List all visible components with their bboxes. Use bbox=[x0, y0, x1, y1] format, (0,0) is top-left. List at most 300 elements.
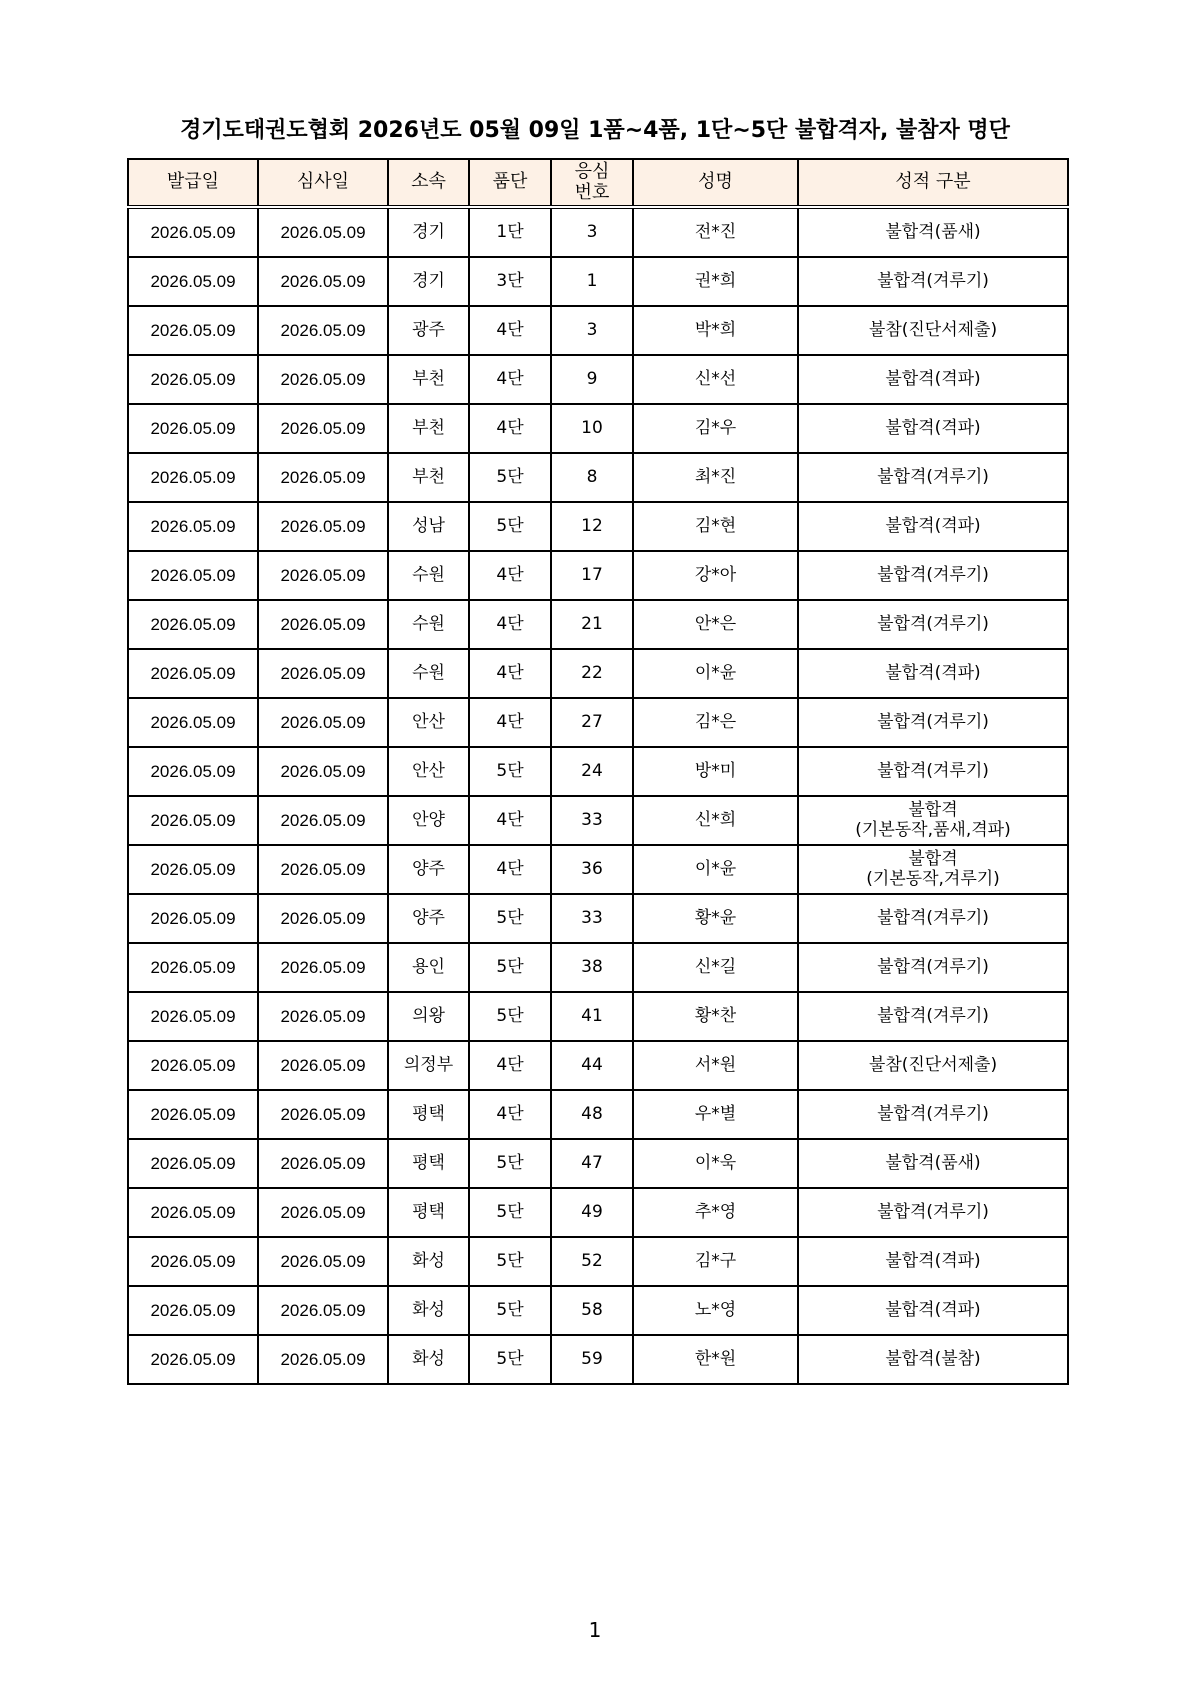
exam-date-cell-text: 2026.05.09 bbox=[280, 1104, 366, 1124]
affiliation-cell bbox=[388, 1090, 469, 1139]
table-row bbox=[128, 1041, 1068, 1090]
issue-date-cell-text: 2026.05.09 bbox=[150, 467, 236, 487]
rank-cell bbox=[469, 306, 551, 355]
exam-date-cell bbox=[258, 1188, 388, 1237]
name-cell-text: 김*은 bbox=[694, 711, 737, 732]
result-cell bbox=[798, 796, 1068, 845]
affiliation-cell bbox=[388, 453, 469, 502]
result-cell-text: 불합격(겨루기) bbox=[877, 956, 989, 977]
exam-number-cell bbox=[551, 1139, 633, 1188]
rank-cell bbox=[469, 404, 551, 453]
result-cell bbox=[798, 207, 1068, 257]
exam-date-cell bbox=[258, 453, 388, 502]
name-cell bbox=[633, 257, 798, 306]
rank-cell-text: 5단 bbox=[496, 907, 524, 928]
issue-date-cell-text: 2026.05.09 bbox=[150, 516, 236, 536]
rank-cell-text: 3단 bbox=[496, 270, 524, 291]
affiliation-cell-text: 의정부 bbox=[403, 1054, 454, 1075]
exam-number-cell bbox=[551, 502, 633, 551]
exam-number-cell-text: 22 bbox=[581, 662, 603, 683]
exam-date-cell bbox=[258, 845, 388, 894]
name-cell bbox=[633, 747, 798, 796]
exam-date-cell-text: 2026.05.09 bbox=[280, 271, 366, 291]
exam-number-cell bbox=[551, 1286, 633, 1335]
result-cell-text: 불합격 bbox=[908, 848, 958, 869]
rank-cell bbox=[469, 943, 551, 992]
rank-cell bbox=[469, 698, 551, 747]
exam-date-cell-text: 2026.05.09 bbox=[280, 614, 366, 634]
name-cell-text: 최*진 bbox=[694, 466, 737, 487]
issue-date-cell-text: 2026.05.09 bbox=[150, 1349, 236, 1369]
result-cell-text: 불합격(격파) bbox=[885, 417, 981, 438]
exam-number-cell bbox=[551, 845, 633, 894]
affiliation-cell bbox=[388, 257, 469, 306]
affiliation-cell bbox=[388, 207, 469, 257]
issue-date-cell-text: 2026.05.09 bbox=[150, 222, 236, 242]
table-row bbox=[128, 207, 1068, 257]
rank-cell bbox=[469, 747, 551, 796]
issue-date-cell-text: 2026.05.09 bbox=[150, 565, 236, 585]
name-cell bbox=[633, 600, 798, 649]
affiliation-cell bbox=[388, 551, 469, 600]
result-cell-text: 불합격(겨루기) bbox=[877, 564, 989, 585]
rank-cell bbox=[469, 1188, 551, 1237]
table-row bbox=[128, 1090, 1068, 1139]
affiliation-cell bbox=[388, 698, 469, 747]
name-cell-text: 김*구 bbox=[694, 1250, 737, 1271]
rank-cell-text: 5단 bbox=[496, 1299, 524, 1320]
affiliation-cell-text: 성남 bbox=[412, 515, 445, 536]
affiliation-cell bbox=[388, 502, 469, 551]
name-cell-text: 황*윤 bbox=[694, 907, 737, 928]
issue-date-cell bbox=[128, 894, 258, 943]
table-row bbox=[128, 796, 1068, 845]
affiliation-cell bbox=[388, 1237, 469, 1286]
result-cell bbox=[798, 698, 1068, 747]
exam-date-cell-text: 2026.05.09 bbox=[280, 712, 366, 732]
rank-cell bbox=[469, 502, 551, 551]
affiliation-cell bbox=[388, 992, 469, 1041]
exam-date-cell-text: 2026.05.09 bbox=[280, 908, 366, 928]
rank-cell-text: 4단 bbox=[496, 1054, 524, 1075]
issue-date-cell bbox=[128, 1237, 258, 1286]
result-cell-text: 불합격(격파) bbox=[885, 515, 981, 536]
rank-cell-text: 4단 bbox=[496, 613, 524, 634]
table-row bbox=[128, 1237, 1068, 1286]
name-cell bbox=[633, 1188, 798, 1237]
result-cell bbox=[798, 1188, 1068, 1237]
issue-date-cell-text: 2026.05.09 bbox=[150, 859, 236, 879]
exam-date-cell-text: 2026.05.09 bbox=[280, 1153, 366, 1173]
table-header-row bbox=[128, 159, 1068, 207]
issue-date-cell bbox=[128, 1090, 258, 1139]
affiliation-cell bbox=[388, 1286, 469, 1335]
rank-cell-text: 5단 bbox=[496, 1201, 524, 1222]
result-cell-text: 불합격(격파) bbox=[885, 1299, 981, 1320]
exam-date-cell-text: 2026.05.09 bbox=[280, 320, 366, 340]
affiliation-cell-text: 수원 bbox=[412, 564, 445, 585]
exam-number-cell bbox=[551, 404, 633, 453]
exam-date-cell-text: 2026.05.09 bbox=[280, 222, 366, 242]
affiliation-cell-text: 용인 bbox=[412, 956, 445, 977]
exam-number-cell-text: 10 bbox=[581, 417, 603, 438]
name-cell-text: 황*찬 bbox=[694, 1005, 737, 1026]
exam-number-cell bbox=[551, 992, 633, 1041]
exam-number-cell bbox=[551, 306, 633, 355]
rank-cell bbox=[469, 1286, 551, 1335]
issue-date-cell-text: 2026.05.09 bbox=[150, 1153, 236, 1173]
name-cell-text: 이*욱 bbox=[694, 1152, 737, 1173]
name-cell bbox=[633, 355, 798, 404]
exam-date-cell bbox=[258, 1286, 388, 1335]
exam-number-cell bbox=[551, 207, 633, 257]
issue-date-cell-text: 2026.05.09 bbox=[150, 1300, 236, 1320]
issue-date-cell-text: 2026.05.09 bbox=[150, 810, 236, 830]
rank-cell-text: 4단 bbox=[496, 564, 524, 585]
issue-date-cell-text: 2026.05.09 bbox=[150, 957, 236, 977]
result-cell bbox=[798, 404, 1068, 453]
exam-date-cell bbox=[258, 1139, 388, 1188]
exam-date-cell-text: 2026.05.09 bbox=[280, 663, 366, 683]
exam-number-cell bbox=[551, 894, 633, 943]
result-cell-text: 불합격(겨루기) bbox=[877, 1005, 989, 1026]
exam-date-cell bbox=[258, 207, 388, 257]
header-issue-date: 발급일 bbox=[128, 159, 258, 207]
affiliation-cell-text: 의왕 bbox=[412, 1005, 445, 1026]
table-row bbox=[128, 257, 1068, 306]
affiliation-cell-text: 부천 bbox=[412, 466, 445, 487]
table-row bbox=[128, 404, 1068, 453]
issue-date-cell bbox=[128, 1041, 258, 1090]
name-cell-text: 신*선 bbox=[694, 368, 737, 389]
exam-date-cell bbox=[258, 1237, 388, 1286]
name-cell-text: 김*우 bbox=[694, 417, 737, 438]
exam-date-cell bbox=[258, 551, 388, 600]
affiliation-cell-text: 부천 bbox=[412, 417, 445, 438]
name-cell-text: 추*영 bbox=[694, 1201, 737, 1222]
issue-date-cell-text: 2026.05.09 bbox=[150, 712, 236, 732]
affiliation-cell-text: 안산 bbox=[412, 711, 445, 732]
affiliation-cell bbox=[388, 306, 469, 355]
exam-number-cell-text: 33 bbox=[581, 907, 603, 928]
table-row bbox=[128, 502, 1068, 551]
issue-date-cell bbox=[128, 1139, 258, 1188]
result-cell bbox=[798, 257, 1068, 306]
table-row bbox=[128, 600, 1068, 649]
name-cell bbox=[633, 551, 798, 600]
affiliation-cell-text: 양주 bbox=[412, 858, 445, 879]
rank-cell-text: 5단 bbox=[496, 1250, 524, 1271]
issue-date-cell bbox=[128, 207, 258, 257]
exam-number-cell-text: 24 bbox=[581, 760, 603, 781]
rank-cell-text: 5단 bbox=[496, 760, 524, 781]
result-cell-text: 불합격(겨루기) bbox=[877, 760, 989, 781]
exam-number-cell bbox=[551, 796, 633, 845]
table-body bbox=[128, 207, 1068, 1384]
name-cell-text: 노*영 bbox=[694, 1299, 737, 1320]
table-row bbox=[128, 943, 1068, 992]
name-cell bbox=[633, 1286, 798, 1335]
issue-date-cell bbox=[128, 453, 258, 502]
issue-date-cell-text: 2026.05.09 bbox=[150, 1055, 236, 1075]
issue-date-cell bbox=[128, 943, 258, 992]
affiliation-cell-text: 화성 bbox=[412, 1299, 445, 1320]
rank-cell-text: 4단 bbox=[496, 417, 524, 438]
issue-date-cell-text: 2026.05.09 bbox=[150, 1006, 236, 1026]
rank-cell-text: 4단 bbox=[496, 662, 524, 683]
rank-cell-text: 4단 bbox=[496, 809, 524, 830]
result-cell-text: 불합격(품새) bbox=[885, 1152, 981, 1173]
exam-date-cell-text: 2026.05.09 bbox=[280, 516, 366, 536]
affiliation-cell-text: 화성 bbox=[412, 1348, 445, 1369]
affiliation-cell-text: 평택 bbox=[412, 1201, 445, 1222]
result-cell bbox=[798, 1041, 1068, 1090]
issue-date-cell bbox=[128, 992, 258, 1041]
name-cell bbox=[633, 453, 798, 502]
result-cell-text: 불참(진단서제출) bbox=[868, 319, 998, 340]
exam-date-cell bbox=[258, 943, 388, 992]
affiliation-cell-text: 화성 bbox=[412, 1250, 445, 1271]
exam-number-cell-text: 59 bbox=[581, 1348, 603, 1369]
result-cell bbox=[798, 1139, 1068, 1188]
name-cell-text: 신*희 bbox=[694, 809, 737, 830]
name-cell bbox=[633, 1090, 798, 1139]
name-cell-text: 방*미 bbox=[694, 760, 737, 781]
name-cell bbox=[633, 1237, 798, 1286]
table-row bbox=[128, 747, 1068, 796]
affiliation-cell bbox=[388, 1335, 469, 1384]
name-cell-text: 이*윤 bbox=[694, 662, 737, 683]
name-cell-text: 신*길 bbox=[694, 956, 737, 977]
affiliation-cell-text: 경기 bbox=[412, 221, 445, 242]
result-cell bbox=[798, 992, 1068, 1041]
header-name: 성명 bbox=[633, 159, 798, 207]
name-cell-text: 박*희 bbox=[694, 319, 737, 340]
issue-date-cell-text: 2026.05.09 bbox=[150, 271, 236, 291]
issue-date-cell bbox=[128, 551, 258, 600]
exam-date-cell-text: 2026.05.09 bbox=[280, 1349, 366, 1369]
exam-date-cell bbox=[258, 1041, 388, 1090]
exam-date-cell bbox=[258, 1335, 388, 1384]
rank-cell bbox=[469, 453, 551, 502]
exam-number-cell-text: 58 bbox=[581, 1299, 603, 1320]
issue-date-cell bbox=[128, 502, 258, 551]
table-row bbox=[128, 992, 1068, 1041]
name-cell bbox=[633, 502, 798, 551]
exam-date-cell bbox=[258, 747, 388, 796]
name-cell-text: 권*희 bbox=[694, 270, 737, 291]
exam-number-cell-text: 12 bbox=[581, 515, 603, 536]
result-cell-text: 불합격(격파) bbox=[885, 662, 981, 683]
exam-date-cell-text: 2026.05.09 bbox=[280, 957, 366, 977]
affiliation-cell-text: 양주 bbox=[412, 907, 445, 928]
rank-cell bbox=[469, 1237, 551, 1286]
exam-date-cell bbox=[258, 355, 388, 404]
name-cell bbox=[633, 845, 798, 894]
affiliation-cell-text: 안양 bbox=[412, 809, 445, 830]
exam-number-cell bbox=[551, 453, 633, 502]
name-cell-text: 강*아 bbox=[694, 564, 737, 585]
document-title: 경기도태권도협회 2026년도 05월 09일 1품~4품, 1단~5단 불합격자, 불참자 명단 bbox=[180, 118, 1010, 143]
name-cell-text: 김*현 bbox=[694, 515, 737, 536]
rank-cell-text: 4단 bbox=[496, 368, 524, 389]
exam-number-cell bbox=[551, 600, 633, 649]
exam-number-cell bbox=[551, 943, 633, 992]
exam-number-cell bbox=[551, 1335, 633, 1384]
exam-number-cell-text: 38 bbox=[581, 956, 603, 977]
rank-cell bbox=[469, 600, 551, 649]
rank-cell bbox=[469, 649, 551, 698]
affiliation-cell-text: 수원 bbox=[412, 662, 445, 683]
name-cell-text: 이*윤 bbox=[694, 858, 737, 879]
affiliation-cell-text: 평택 bbox=[412, 1103, 445, 1124]
exam-number-cell-text: 9 bbox=[586, 368, 598, 389]
issue-date-cell bbox=[128, 747, 258, 796]
result-cell-text: 불합격(겨루기) bbox=[877, 613, 989, 634]
exam-date-cell-text: 2026.05.09 bbox=[280, 810, 366, 830]
exam-number-cell-text: 48 bbox=[581, 1103, 603, 1124]
rank-cell bbox=[469, 355, 551, 404]
exam-number-cell bbox=[551, 747, 633, 796]
affiliation-cell bbox=[388, 796, 469, 845]
exam-number-cell bbox=[551, 257, 633, 306]
issue-date-cell-text: 2026.05.09 bbox=[150, 369, 236, 389]
result-cell bbox=[798, 943, 1068, 992]
exam-number-cell-text: 47 bbox=[581, 1152, 603, 1173]
name-cell bbox=[633, 1335, 798, 1384]
rank-cell bbox=[469, 207, 551, 257]
results-table bbox=[127, 158, 1069, 1385]
name-cell bbox=[633, 796, 798, 845]
exam-number-cell-text: 36 bbox=[581, 858, 603, 879]
issue-date-cell bbox=[128, 404, 258, 453]
exam-number-cell-text: 44 bbox=[581, 1054, 603, 1075]
result-cell-text: 불합격(격파) bbox=[885, 1250, 981, 1271]
exam-number-cell-text: 17 bbox=[581, 564, 603, 585]
rank-cell bbox=[469, 845, 551, 894]
exam-date-cell-text: 2026.05.09 bbox=[280, 1300, 366, 1320]
rank-cell-text: 5단 bbox=[496, 1152, 524, 1173]
exam-date-cell-text: 2026.05.09 bbox=[280, 418, 366, 438]
rank-cell bbox=[469, 1041, 551, 1090]
issue-date-cell bbox=[128, 257, 258, 306]
table-row bbox=[128, 355, 1068, 404]
result-cell-text: 불합격(겨루기) bbox=[877, 1201, 989, 1222]
issue-date-cell-text: 2026.05.09 bbox=[150, 614, 236, 634]
header-rank: 품단 bbox=[469, 159, 551, 207]
rank-cell bbox=[469, 257, 551, 306]
affiliation-cell bbox=[388, 747, 469, 796]
name-cell bbox=[633, 207, 798, 257]
name-cell-text: 안*은 bbox=[694, 613, 737, 634]
issue-date-cell bbox=[128, 845, 258, 894]
affiliation-cell-text: 평택 bbox=[412, 1152, 445, 1173]
affiliation-cell-text: 경기 bbox=[412, 270, 445, 291]
table-row bbox=[128, 1188, 1068, 1237]
exam-date-cell-text: 2026.05.09 bbox=[280, 1251, 366, 1271]
issue-date-cell-text: 2026.05.09 bbox=[150, 761, 236, 781]
exam-number-cell bbox=[551, 649, 633, 698]
name-cell bbox=[633, 1139, 798, 1188]
issue-date-cell-text: 2026.05.09 bbox=[150, 1251, 236, 1271]
result-cell bbox=[798, 355, 1068, 404]
exam-date-cell-text: 2026.05.09 bbox=[280, 1006, 366, 1026]
table-row bbox=[128, 551, 1068, 600]
result-cell-text: 불합격(격파) bbox=[885, 368, 981, 389]
rank-cell-text: 4단 bbox=[496, 711, 524, 732]
result-cell-text: 불합격(품새) bbox=[885, 221, 981, 242]
result-cell-text: 불참(진단서제출) bbox=[868, 1054, 998, 1075]
exam-number-cell bbox=[551, 1237, 633, 1286]
affiliation-cell bbox=[388, 1139, 469, 1188]
name-cell-text: 전*진 bbox=[694, 221, 737, 242]
rank-cell-text: 5단 bbox=[496, 956, 524, 977]
exam-date-cell-text: 2026.05.09 bbox=[280, 369, 366, 389]
result-cell-text: 불합격(겨루기) bbox=[877, 466, 989, 487]
rank-cell-text: 5단 bbox=[496, 1005, 524, 1026]
table-row bbox=[128, 698, 1068, 747]
rank-cell bbox=[469, 551, 551, 600]
result-cell bbox=[798, 649, 1068, 698]
exam-date-cell bbox=[258, 257, 388, 306]
affiliation-cell bbox=[388, 649, 469, 698]
affiliation-cell-text: 안산 bbox=[412, 760, 445, 781]
rank-cell-text: 5단 bbox=[496, 466, 524, 487]
table-row bbox=[128, 845, 1068, 894]
table-row bbox=[128, 1139, 1068, 1188]
rank-cell-text: 4단 bbox=[496, 319, 524, 340]
exam-number-cell bbox=[551, 1188, 633, 1237]
table-row bbox=[128, 894, 1068, 943]
exam-number-cell-text: 27 bbox=[581, 711, 603, 732]
result-cell bbox=[798, 502, 1068, 551]
result-cell-text: (기본동작,품새,격파) bbox=[855, 819, 1011, 840]
affiliation-cell bbox=[388, 943, 469, 992]
name-cell bbox=[633, 943, 798, 992]
result-cell bbox=[798, 551, 1068, 600]
exam-date-cell bbox=[258, 600, 388, 649]
result-cell-text: 불합격(불참) bbox=[885, 1348, 981, 1369]
table-row bbox=[128, 1286, 1068, 1335]
name-cell-text: 한*원 bbox=[694, 1348, 737, 1369]
name-cell bbox=[633, 992, 798, 1041]
rank-cell bbox=[469, 992, 551, 1041]
header-exam-number bbox=[551, 159, 633, 207]
result-cell-text: 불합격(겨루기) bbox=[877, 270, 989, 291]
exam-date-cell-text: 2026.05.09 bbox=[280, 1055, 366, 1075]
exam-date-cell bbox=[258, 796, 388, 845]
exam-number-cell bbox=[551, 551, 633, 600]
exam-number-cell-text: 52 bbox=[581, 1250, 603, 1271]
table-row bbox=[128, 1335, 1068, 1384]
result-cell bbox=[798, 1335, 1068, 1384]
exam-number-cell bbox=[551, 698, 633, 747]
issue-date-cell bbox=[128, 600, 258, 649]
name-cell bbox=[633, 698, 798, 747]
exam-date-cell bbox=[258, 1090, 388, 1139]
rank-cell bbox=[469, 894, 551, 943]
exam-date-cell bbox=[258, 649, 388, 698]
exam-date-cell bbox=[258, 404, 388, 453]
header-result: 성적 구분 bbox=[798, 159, 1068, 207]
issue-date-cell bbox=[128, 1286, 258, 1335]
exam-date-cell-text: 2026.05.09 bbox=[280, 565, 366, 585]
name-cell bbox=[633, 404, 798, 453]
exam-number-cell-text: 33 bbox=[581, 809, 603, 830]
result-cell bbox=[798, 1237, 1068, 1286]
affiliation-cell bbox=[388, 404, 469, 453]
rank-cell-text: 1단 bbox=[496, 221, 524, 242]
